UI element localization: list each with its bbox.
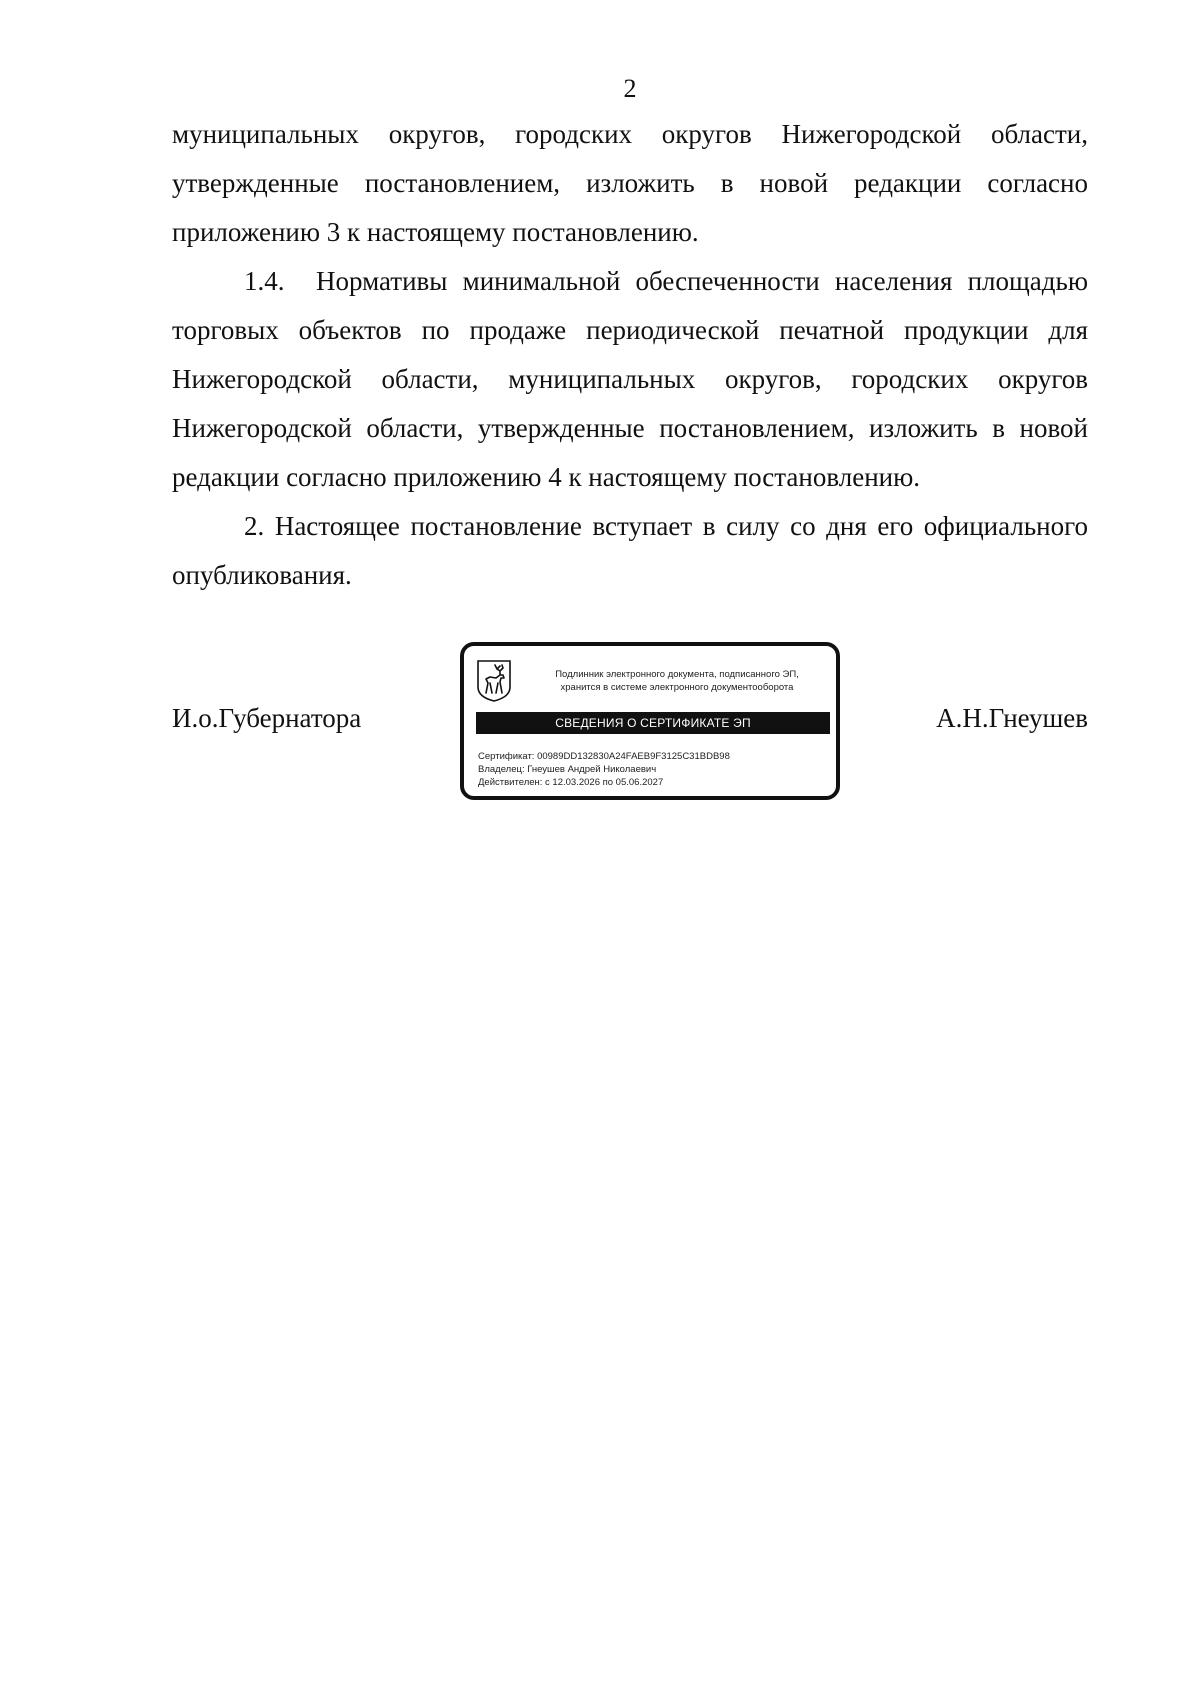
certificate-validity: Действителен: с 12.03.2026 по 05.06.2027	[478, 777, 664, 788]
certificate-number: Сертификат: 00989DD132830A24FAEB9F3125C31BDB98	[478, 751, 730, 762]
page-number: 2	[623, 74, 637, 103]
paragraph-2: 2. Настоящее постановление вступает в силу со дня его официального опубликования.	[172, 511, 1088, 590]
paragraph-continuation: муниципальных округов, городских округов Нижегородской области, утвержденные постановлением, изложить в новой редакции согласно приложению 3 к настоящему постановлению.	[172, 119, 1088, 247]
paragraph-1-4	[172, 257, 1088, 502]
signatory-title: И.о.Губернатора	[172, 703, 362, 733]
clause-text: Нормативы минимальной обеспеченности населения площадью торговых объектов по продаже периодической печатной продукции для Нижегородской области, муниципальных округов, городских округов Нижегородской области, утвержденные постановлением, изложить в новой редакции согласно приложению 4 к настоящему постановлению.	[172, 266, 1088, 492]
signatory-name: А.Н.Гнеушев	[936, 703, 1088, 733]
stamp-header: СВЕДЕНИЯ О СЕРТИФИКАТЕ ЭП	[476, 712, 830, 734]
stamp-note-line-1: Подлинник электронного документа, подписанного ЭП,	[555, 669, 799, 680]
stamp-note-line-2: хранится в системе электронного документооборота	[560, 682, 794, 693]
document-body	[172, 110, 1088, 600]
stamp-note	[524, 668, 830, 694]
electronic-signature-stamp	[460, 642, 840, 800]
clause-number: 1.4.	[244, 266, 285, 296]
certificate-details	[478, 750, 730, 789]
deer-coat-of-arms-icon	[476, 659, 512, 703]
certificate-owner: Владелец: Гнеушев Андрей Николаевич	[478, 764, 657, 775]
